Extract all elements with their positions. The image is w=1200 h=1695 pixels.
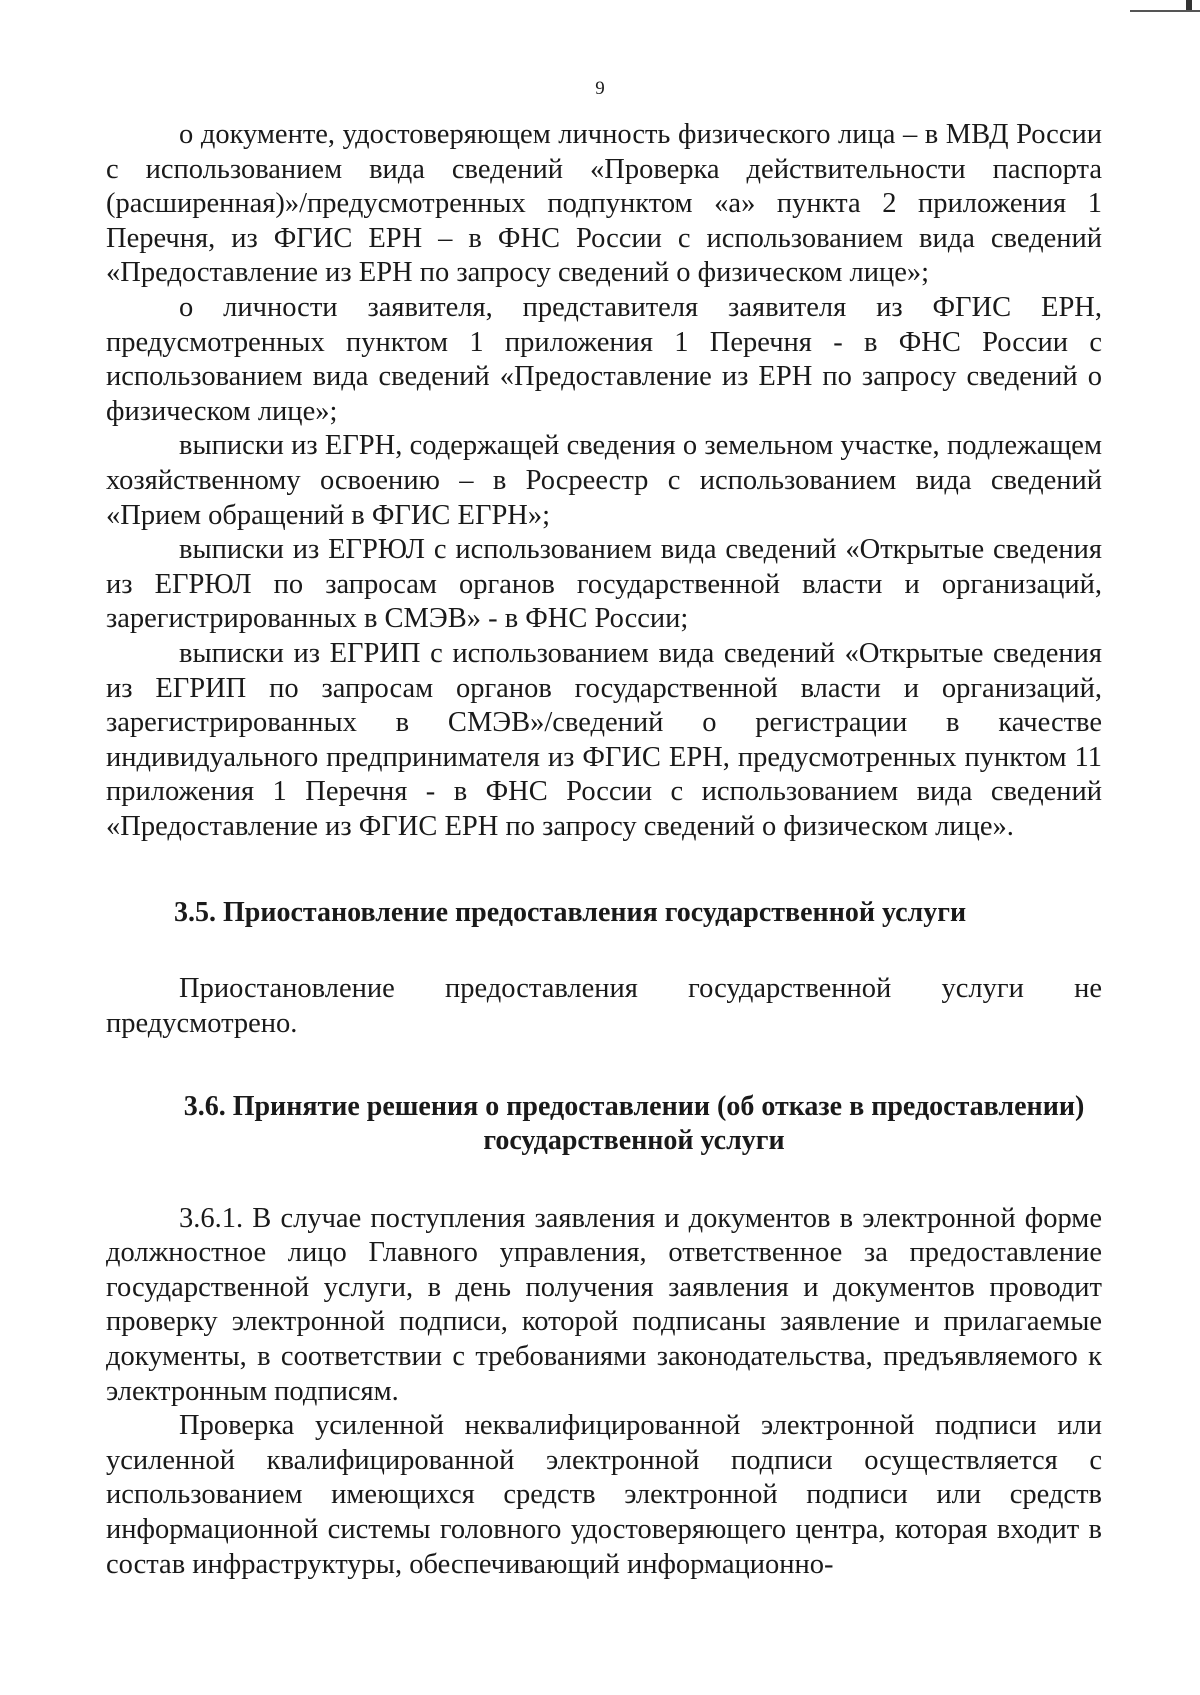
scan-edge-mark <box>1130 0 1200 12</box>
section-3-5-heading: 3.5. Приостановление предоставления государственной услуги <box>174 897 967 929</box>
section-3-6-heading-line1: 3.6. Принятие решения о предоставлении (об отказе в предоставлении) <box>183 1090 1085 1122</box>
paragraph-3-6-1: 3.6.1. В случае поступления заявления и документов в электронной форме должностное лицо Главного управления, ответственное за предоставление государственной услуги, в день получения заявления и документов проводит проверку электронной подписи, которой подписаны заявление и прилагаемые документы, в соответствии с требованиями законодательства, предъявляемого к электронным подписям. <box>106 1202 1102 1407</box>
paragraph-signature-verification: Проверка усиленной неквалифицированной электронной подписи или усиленной квалифицированной электронной подписи осуществляется с использованием имеющихся средств электронной подписи или средств информационной системы головного удостоверяющего центра, которая входит в состав инфраструктуры, обеспечивающий информационно- <box>106 1410 1102 1580</box>
paragraph-egrip-extract: выписки из ЕГРИП с использованием вида сведений «Открытые сведения из ЕГРИП по запросам органов государственной власти и организаций, зарегистрированных в СМЭВ»/сведений о регистрации в качестве индивидуального предпринимателя из ФГИС ЕРН, предусмотренных пунктом 11 приложения 1 Перечня - в ФНС России с использованием вида сведений «Предоставление из ФГИС ЕРН по запросу сведений о физическом лице». <box>106 637 1102 842</box>
paragraph-egrul-extract: выписки из ЕГРЮЛ с использованием вида сведений «Открытые сведения из ЕГРЮЛ по запросам органов государственной власти и организаций, зарегистрированных в СМЭВ» - в ФНС России; <box>106 534 1102 635</box>
section-3-6-heading-line2: государственной услуги <box>483 1124 785 1156</box>
section-3-6-heading <box>106 1090 1102 1158</box>
paragraph-identity-document: о документе, удостоверяющем личность физического лица – в МВД России с использованием вида сведений «Проверка действительности паспорта (расширенная)»/предусмотренных подпунктом «а» пункта 2 приложения 1 Перечня, из ФГИС ЕРН – в ФНС России с использованием вида сведений «Предоставление из ЕРН по запросу сведений о физическом лице»; <box>106 119 1102 289</box>
section-3-5-text: Приостановление предоставления государственной услуги не предусмотрено. <box>106 973 1102 1040</box>
document-body <box>106 118 1102 1582</box>
paragraph-egrn-extract: выписки из ЕГРН, содержащей сведения о земельном участке, подлежащем хозяйственному освоению – в Росреестр с использованием вида сведений «Прием обращений в ФГИС ЕГРН»; <box>106 430 1102 531</box>
paragraph-applicant-identity: о личности заявителя, представителя заявителя из ФГИС ЕРН, предусмотренных пунктом 1 приложения 1 Перечня - в ФНС России с использованием вида сведений «Предоставление из ЕРН по запросу сведений о физическом лице»; <box>106 291 1102 427</box>
page-number: 9 <box>595 78 605 99</box>
